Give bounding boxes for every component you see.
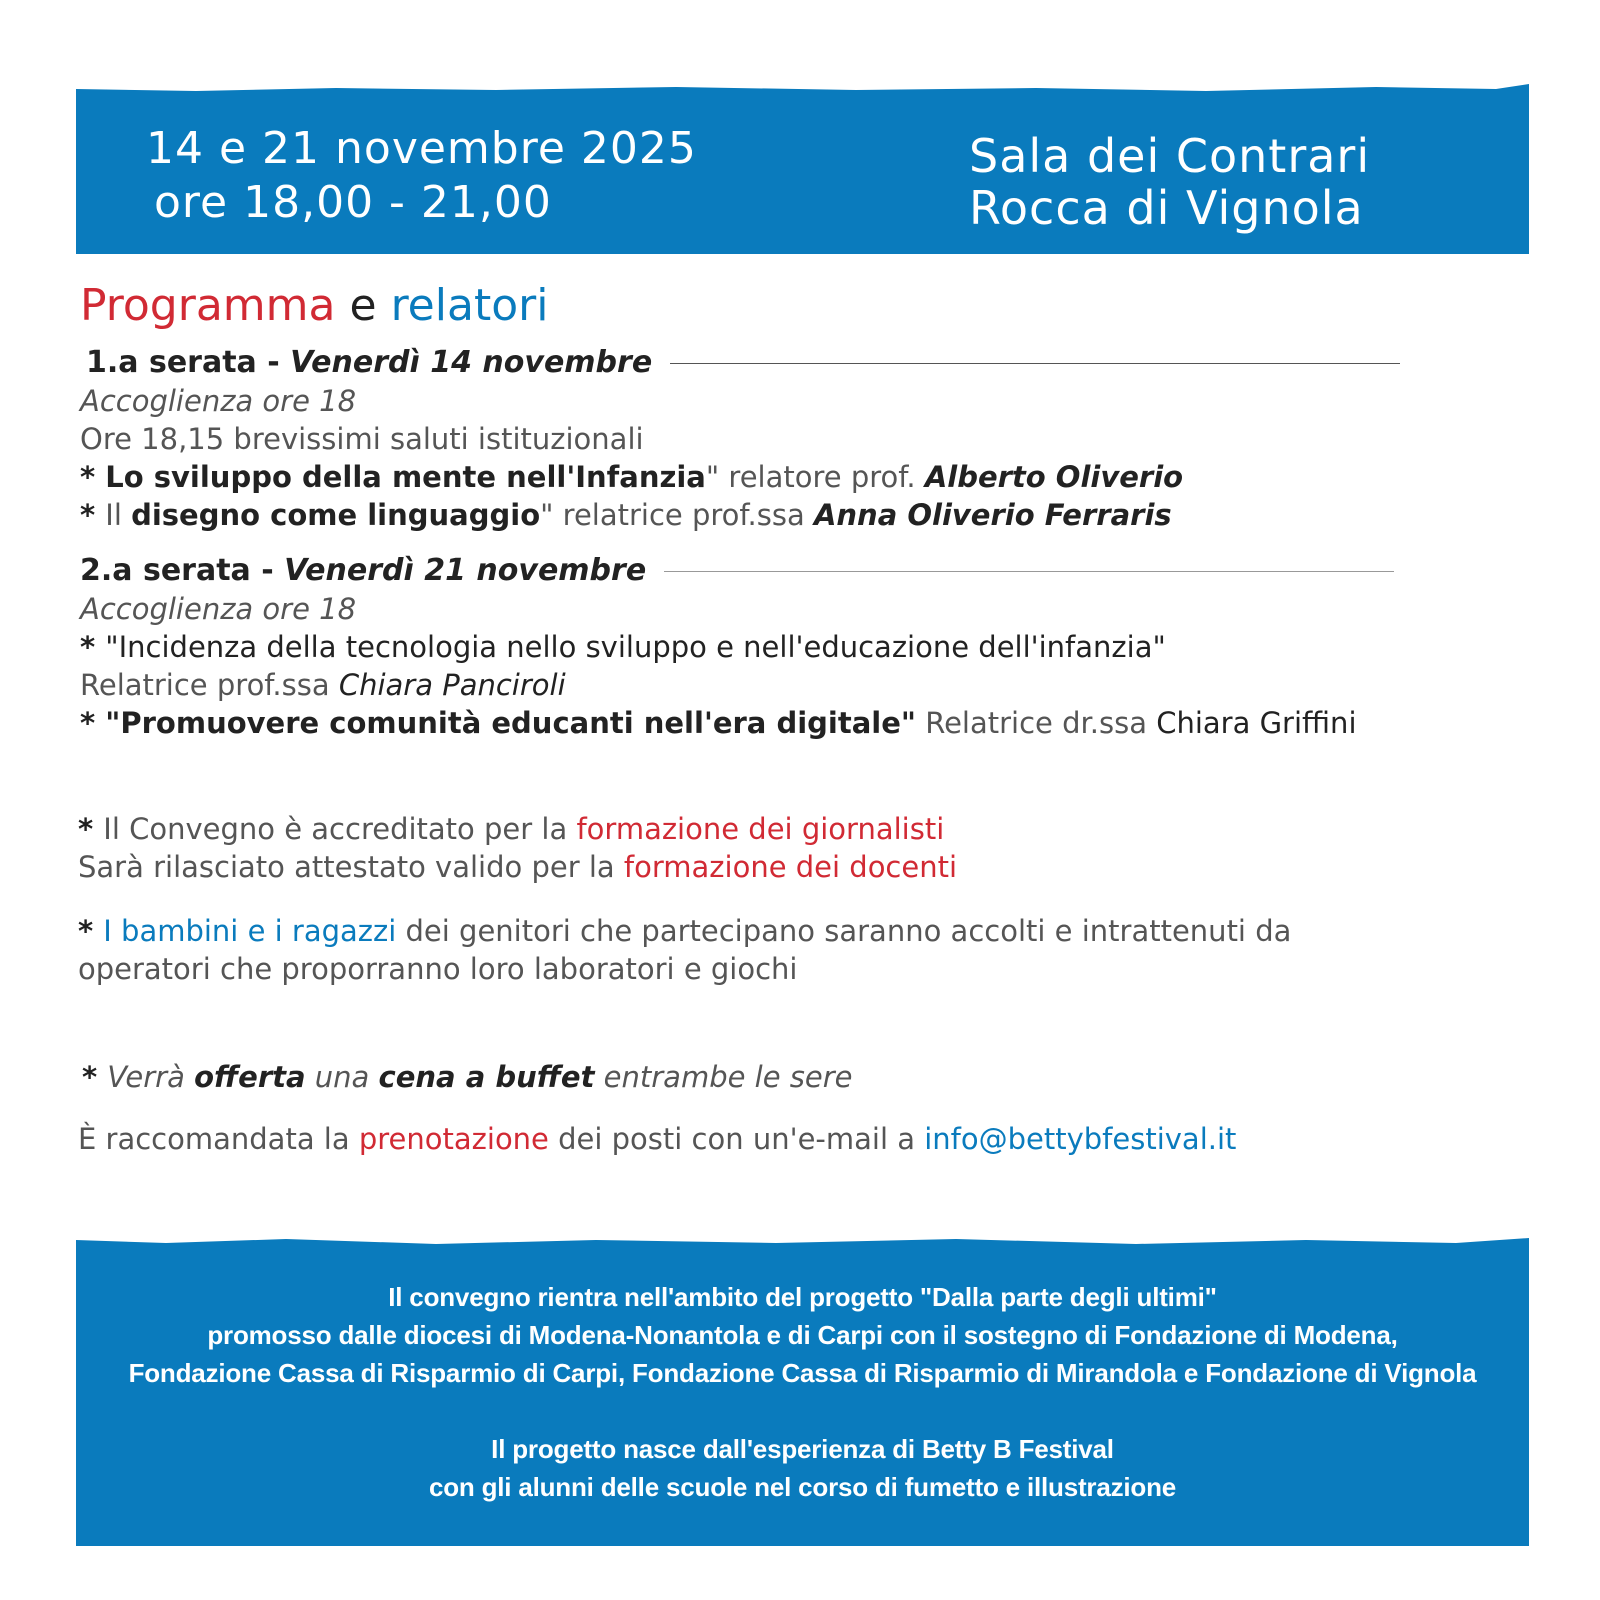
talk-prefix: Il: [105, 498, 132, 532]
footer-line-4: Il progetto nasce dall'esperienza di Betty B Festival: [491, 1434, 1114, 1464]
email-link[interactable]: info@bettybfestival.it: [924, 1122, 1237, 1156]
event-venue: [969, 130, 1370, 234]
footer-line-3: Fondazione Cassa di Risparmio di Carpi, Fondazione Cassa di Risparmio di Mirandola e Fondazione di Vignola: [128, 1358, 1477, 1388]
note-highlight: I bambini e i ragazzi: [103, 914, 397, 948]
evening-1-talk-1: [80, 458, 1530, 496]
talk-title: Lo sviluppo della mente nell'Infanzia: [105, 460, 706, 494]
divider-line: [670, 363, 1400, 364]
talk-speaker: Alberto Oliverio: [924, 460, 1184, 494]
talk-speaker: Chiara Panciroli: [338, 668, 566, 702]
program-title: [80, 276, 1530, 336]
talk-title: "Promuovere comunità educanti nell'era digitale": [105, 706, 917, 740]
title-relatori: relatori: [390, 280, 549, 331]
evening-2-talk-1-speaker: [80, 666, 1530, 704]
talk-speaker: Anna Oliverio Ferraris: [813, 498, 1172, 532]
footer-line-5: con gli alunni delle scuole nel corso di fumetto e illustrazione: [428, 1472, 1177, 1502]
evening-1-day: Venerdì 14 novembre: [290, 345, 653, 380]
evening-2-talk-1: [80, 628, 1530, 666]
evening-1: [80, 344, 1530, 534]
bullet-star: *: [78, 914, 104, 948]
evening-1-heading: [80, 344, 1530, 382]
notes-section: [78, 810, 1538, 1158]
note-buffet: [78, 1058, 1538, 1096]
evening-2: [80, 552, 1530, 742]
footer-project-text: [76, 1278, 1529, 1392]
note-text: dei posti con un'e-mail a: [548, 1122, 925, 1156]
title-programma: Programma: [80, 280, 336, 331]
note-highlight: prenotazione: [358, 1122, 549, 1156]
note-text: Verrà: [107, 1060, 195, 1094]
talk-title: disegno come linguaggio: [131, 498, 541, 532]
note-booking: [78, 1120, 1538, 1158]
evening-1-greetings: Ore 18,15 brevissimi saluti istituzionali: [80, 422, 644, 456]
venue-line-2: Rocca di Vignola: [969, 181, 1364, 235]
bullet-star: *: [82, 1060, 108, 1094]
footer-line-2: promosso dalle diocesi di Modena-Nonantola e di Carpi con il sostegno di Fondazione di Modena,: [207, 1320, 1398, 1350]
note-kids: [78, 912, 1538, 950]
note-text: dei genitori che partecipano saranno accolti e intrattenuti da: [396, 914, 1292, 948]
evening-2-talk-2: [80, 704, 1530, 742]
talk-role: Relatrice dr.ssa: [916, 706, 1157, 740]
date-text: 14 e 21 novembre 2025: [146, 123, 697, 174]
note-kids-line-2: operatori che proporranno loro laboratori e giochi: [78, 952, 798, 986]
note-text: una: [305, 1060, 379, 1094]
evening-2-heading: [80, 552, 1530, 590]
evening-1-talk-2: [80, 496, 1530, 534]
bullet-star: *: [80, 460, 106, 494]
evening-1-welcome: Accoglienza ore 18: [80, 384, 357, 418]
torn-edge-top: [76, 84, 1529, 94]
bullet-star: *: [78, 812, 104, 846]
footer-origin-text: [76, 1430, 1529, 1506]
evening-2-day: Venerdì 21 novembre: [284, 553, 647, 588]
divider-line: [664, 571, 1394, 572]
footer-band: [76, 1246, 1529, 1546]
note-certificate: [78, 848, 1538, 886]
note-accreditation: [78, 810, 1538, 848]
talk-role: " relatrice prof.ssa: [540, 498, 814, 532]
note-text: Sarà rilasciato attestato valido per la: [78, 850, 624, 884]
event-date: [146, 122, 697, 230]
header-band: [76, 92, 1529, 254]
program-section: [80, 276, 1530, 742]
bullet-star: *: [80, 498, 106, 532]
note-emphasis: cena a buffet: [378, 1060, 595, 1094]
note-emphasis: offerta: [194, 1060, 306, 1094]
talk-role: " relatore prof.: [705, 460, 925, 494]
torn-edge-bottom-band: [76, 1236, 1529, 1248]
title-e: e: [349, 280, 377, 331]
bullet-star: *: [80, 630, 106, 664]
note-text: entrambe le sere: [594, 1060, 853, 1094]
evening-2-welcome: Accoglienza ore 18: [80, 592, 357, 626]
talk-speaker: Chiara Griffini: [1156, 706, 1357, 740]
talk-title: "Incidenza della tecnologia nello sviluppo e nell'educazione dell'infanzia": [105, 630, 1166, 664]
note-text: È raccomandata la: [78, 1122, 359, 1156]
note-text: Il Convegno è accreditato per la: [103, 812, 577, 846]
footer-line-1: Il convegno rientra nell'ambito del progetto "Dalla parte degli ultimi": [388, 1282, 1217, 1312]
evening-2-label: 2.a serata -: [80, 553, 274, 588]
note-highlight: formazione dei giornalisti: [576, 812, 945, 846]
bullet-star: *: [80, 706, 106, 740]
evening-1-label: 1.a serata -: [86, 345, 280, 380]
talk-role: Relatrice prof.ssa: [80, 668, 339, 702]
venue-line-1: Sala dei Contrari: [969, 129, 1371, 183]
hours-text: ore 18,00 - 21,00: [154, 177, 552, 228]
note-highlight: formazione dei docenti: [623, 850, 958, 884]
